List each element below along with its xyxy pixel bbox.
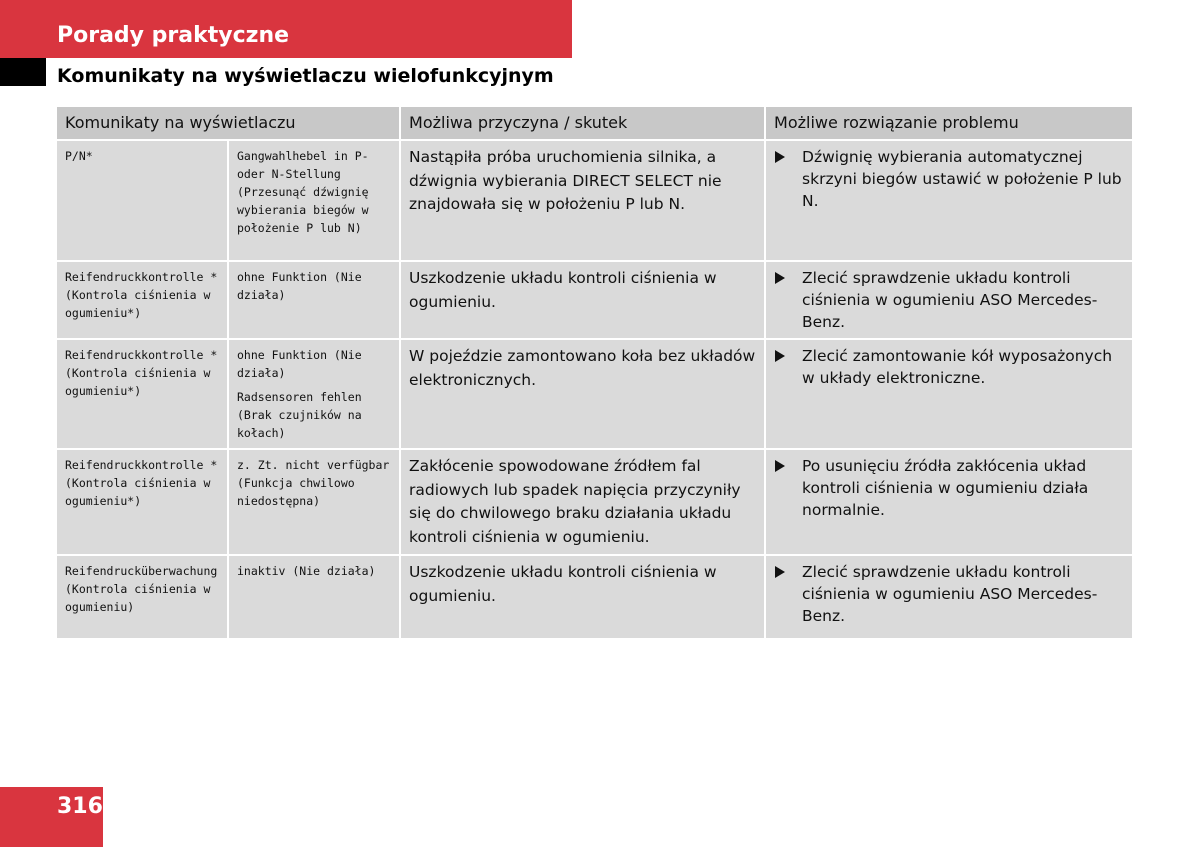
table-row — [57, 449, 1133, 555]
page-subtitle: Komunikaty na wyświetlaczu wielofunkcyjnym — [57, 65, 554, 87]
solution-cell — [765, 555, 1133, 639]
status-cell: Gangwahlhebel in P- oder N-Stellung (Przesunąć dźwignię wybierania biegów w położenie P lub N) — [228, 140, 400, 261]
table-header-row — [57, 107, 1133, 140]
solution-cell — [765, 449, 1133, 555]
message-cell: Reifendruckkontrolle * (Kontrola ciśnienia w ogumieniu*) — [57, 261, 228, 339]
table-row — [57, 339, 1133, 449]
cause-cell: Uszkodzenie układu kontroli ciśnienia w ogumieniu. — [400, 261, 765, 339]
status-cell: z. Zt. nicht verfügbar (Funkcja chwilowo niedostępna) — [228, 449, 400, 555]
bullet-arrow-icon — [775, 151, 785, 163]
solution-text: Po usunięciu źródła zakłócenia układ kontroli ciśnienia w ogumieniu działa normalnie. — [802, 457, 1089, 519]
bullet-arrow-icon — [775, 272, 785, 284]
solution-cell — [765, 261, 1133, 339]
cause-cell: W pojeździe zamontowano koła bez układów elektronicznych. — [400, 339, 765, 449]
display-messages-table — [57, 107, 1134, 640]
table-row — [57, 140, 1133, 261]
message-cell: P/N* — [57, 140, 228, 261]
column-header-messages: Komunikaty na wyświetlaczu — [57, 107, 400, 140]
column-header-cause: Możliwa przyczyna / skutek — [400, 107, 765, 140]
message-cell: Reifendruckkontrolle * (Kontrola ciśnienia w ogumieniu*) — [57, 339, 228, 449]
solution-cell — [765, 140, 1133, 261]
table-row — [57, 555, 1133, 639]
bullet-arrow-icon — [775, 460, 785, 472]
cause-cell: Nastąpiła próba uruchomienia silnika, a dźwignia wybierania DIRECT SELECT nie znajdowała się w położeniu P lub N. — [400, 140, 765, 261]
solution-text: Dźwignię wybierania automatycznej skrzyni biegów ustawić w położenie P lub N. — [802, 148, 1122, 210]
solution-text: Zlecić zamontowanie kół wyposażonych w układy elektroniczne. — [802, 347, 1113, 387]
cause-cell: Uszkodzenie układu kontroli ciśnienia w ogumieniu. — [400, 555, 765, 639]
section-title: Porady praktyczne — [57, 23, 290, 48]
status-cell: ohne Funktion (Nie działa) — [228, 261, 400, 339]
bullet-arrow-icon — [775, 350, 785, 362]
status-text: ohne Funktion (Nie działa) — [237, 348, 362, 380]
solution-text: Zlecić sprawdzenie układu kontroli ciśnienia w ogumieniu ASO Mercedes-Benz. — [802, 563, 1098, 625]
message-cell: Reifendrucküberwachung (Kontrola ciśnienia w ogumieniu) — [57, 555, 228, 639]
message-cell: Reifendruckkontrolle * (Kontrola ciśnienia w ogumieniu*) — [57, 449, 228, 555]
page-number: 316 — [57, 794, 103, 819]
solution-cell — [765, 339, 1133, 449]
status-cell: inaktiv (Nie działa) — [228, 555, 400, 639]
column-header-solution: Możliwe rozwiązanie problemu — [765, 107, 1133, 140]
table-row — [57, 261, 1133, 339]
section-marker — [0, 58, 46, 86]
status-cell — [228, 339, 400, 449]
cause-cell: Zakłócenie spowodowane źródłem fal radiowych lub spadek napięcia przyczyniły się do chwilowego braku działania układu kontroli ciśnienia w ogumieniu. — [400, 449, 765, 555]
solution-text: Zlecić sprawdzenie układu kontroli ciśnienia w ogumieniu ASO Mercedes-Benz. — [802, 269, 1098, 331]
bullet-arrow-icon — [775, 566, 785, 578]
status-extra-text: Radsensoren fehlen (Brak czujników na kołach) — [237, 390, 362, 440]
